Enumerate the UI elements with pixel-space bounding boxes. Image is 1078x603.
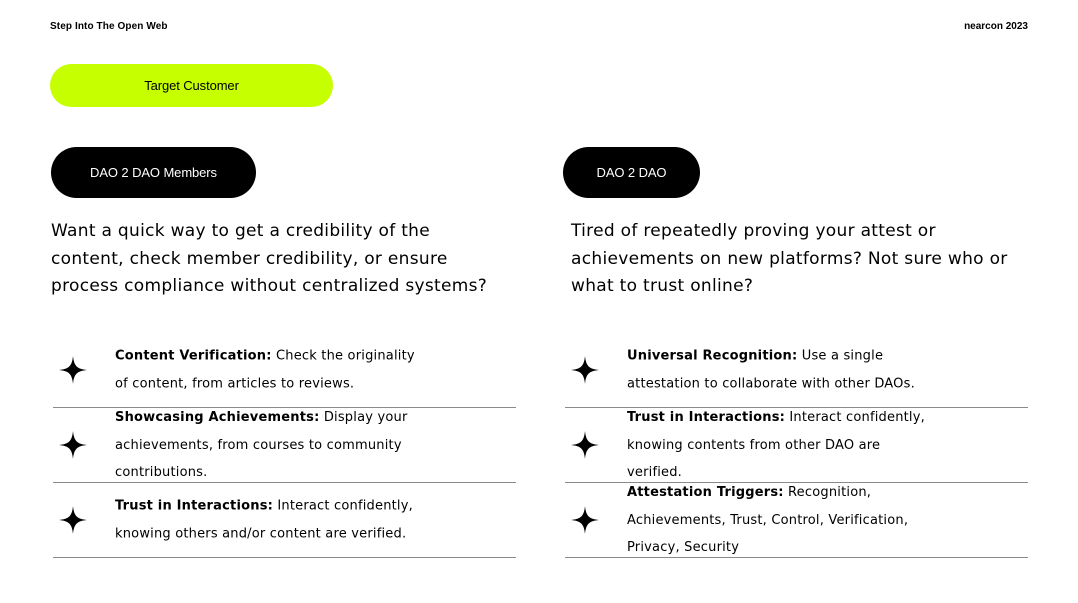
feature-description: Interact confidently, knowing others and/or content are verified. (115, 498, 413, 541)
four-point-star-icon (59, 356, 87, 384)
feature-description: Check the originality of content, from articles to reviews. (115, 348, 415, 391)
four-point-star-icon (571, 431, 599, 459)
four-point-star-icon (59, 506, 87, 534)
segment-pill-dao-members: DAO 2 DAO Members (51, 147, 256, 198)
question-dao-members: Want a quick way to get a credibility of the content, check member credibility, or ensure process compliance without centralized systems? (51, 221, 488, 296)
feature-list-dao (565, 333, 1028, 558)
segment-pill-dao: DAO 2 DAO (563, 147, 700, 198)
feature-text (627, 343, 937, 398)
feature-row (565, 408, 1028, 483)
header-brand-text: Step Into The Open Web (50, 21, 168, 32)
feature-description: Interact confidently, knowing contents from other DAO are verified. (627, 409, 925, 480)
feature-row (53, 483, 516, 558)
feature-title: Showcasing Achievements: (115, 409, 320, 425)
feature-description: Use a single attestation to collaborate with other DAOs. (627, 348, 915, 391)
feature-row (565, 483, 1028, 558)
four-point-star-icon (59, 431, 87, 459)
question-dao: Tired of repeatedly proving your attest or achievements on new platforms? Not sure who or what to trust online? (571, 221, 1008, 296)
feature-title: Attestation Triggers: (627, 484, 784, 500)
header-event-text: nearcon 2023 (964, 21, 1028, 32)
feature-title: Trust in Interactions: (115, 498, 274, 514)
four-point-star-icon (571, 356, 599, 384)
feature-row (53, 333, 516, 408)
feature-text (627, 404, 937, 487)
feature-title: Universal Recognition: (627, 348, 798, 364)
feature-title: Trust in Interactions: (627, 409, 786, 425)
feature-row (53, 408, 516, 483)
target-customer-pill: Target Customer (50, 64, 333, 107)
feature-row (565, 333, 1028, 408)
feature-description: Display your achievements, from courses to community contributions. (115, 409, 408, 480)
feature-title: Content Verification: (115, 348, 272, 364)
feature-text (627, 479, 937, 562)
feature-text (115, 343, 425, 398)
feature-list-dao-members (53, 333, 516, 558)
feature-text (115, 404, 425, 487)
four-point-star-icon (571, 506, 599, 534)
feature-text (115, 493, 425, 548)
feature-description: Recognition, Achievements, Trust, Control, Verification, Privacy, Security (627, 484, 909, 555)
